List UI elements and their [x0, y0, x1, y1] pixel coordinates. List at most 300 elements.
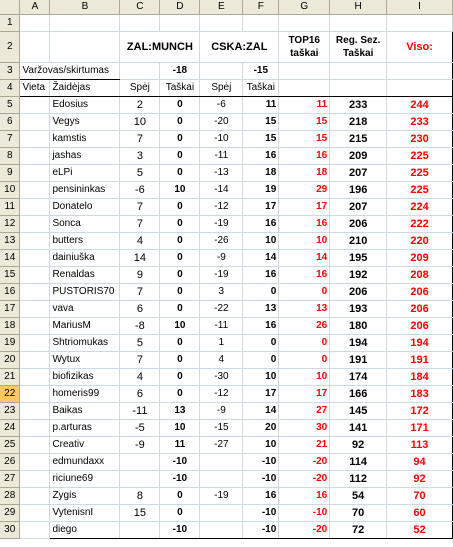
top16-points[interactable]: 18	[279, 164, 330, 181]
cell[interactable]	[20, 487, 50, 504]
total-points[interactable]: 225	[387, 181, 453, 198]
total-points[interactable]: 230	[387, 130, 453, 147]
cell[interactable]	[387, 62, 453, 79]
points-cska-zal[interactable]: 10	[243, 436, 279, 453]
player-name[interactable]: eLPi	[50, 164, 120, 181]
cell[interactable]	[20, 147, 50, 164]
player-name[interactable]: edmundaxx	[50, 453, 120, 470]
total-points[interactable]: 209	[387, 249, 453, 266]
reg-season-points[interactable]: 195	[330, 249, 387, 266]
points-cska-zal[interactable]: 16	[243, 266, 279, 283]
total-points[interactable]: 233	[387, 113, 453, 130]
points-zal-munich[interactable]: 0	[160, 504, 200, 521]
guess-zal-munich[interactable]: 14	[120, 249, 160, 266]
reg-season-points[interactable]: 207	[330, 198, 387, 215]
cell[interactable]	[20, 14, 50, 31]
guess-zal-munich[interactable]: 5	[120, 164, 160, 181]
guess-zal-munich[interactable]: 7	[120, 198, 160, 215]
cell[interactable]	[20, 164, 50, 181]
guess-zal-munich[interactable]: 7	[120, 215, 160, 232]
points-cska-zal[interactable]: 0	[243, 283, 279, 300]
points-zal-munich[interactable]: 0	[160, 215, 200, 232]
cell[interactable]	[387, 14, 453, 31]
player-name[interactable]: dainiuška	[50, 249, 120, 266]
column-header-h[interactable]: H	[330, 0, 387, 14]
points-cska-zal[interactable]: 14	[243, 402, 279, 419]
cell[interactable]	[387, 79, 453, 96]
guess-zal-munich[interactable]: 5	[120, 334, 160, 351]
column-header-a[interactable]: A	[20, 0, 50, 14]
points-zal-munich[interactable]: 10	[160, 419, 200, 436]
points-zal-munich[interactable]: 10	[160, 181, 200, 198]
reg-season-points[interactable]: 70	[330, 504, 387, 521]
guess-cska-zal[interactable]: -12	[200, 385, 243, 402]
player-name[interactable]: Zygis	[50, 487, 120, 504]
opponent-diff-label[interactable]: Varžovas/skirtumas	[20, 62, 120, 79]
guess-cska-zal[interactable]: -30	[200, 368, 243, 385]
zal-munich-diff[interactable]: -18	[160, 62, 200, 79]
cell[interactable]	[279, 62, 330, 79]
points-cska-zal[interactable]: 16	[243, 215, 279, 232]
row-header[interactable]: 18	[0, 317, 20, 334]
row-header[interactable]: 6	[0, 113, 20, 130]
guess-cska-zal[interactable]: -20	[200, 113, 243, 130]
row-header[interactable]: 26	[0, 453, 20, 470]
total-points[interactable]: 52	[387, 521, 453, 538]
player-name[interactable]: vava	[50, 300, 120, 317]
guess-zal-munich[interactable]: 8	[120, 487, 160, 504]
row-header[interactable]: 30	[0, 521, 20, 538]
cell[interactable]	[120, 14, 160, 31]
points-cska-zal[interactable]: 0	[243, 351, 279, 368]
reg-season-points[interactable]: 233	[330, 96, 387, 113]
row-header[interactable]: 12	[0, 215, 20, 232]
top16-points[interactable]: 17	[279, 385, 330, 402]
top16-points[interactable]: -20	[279, 470, 330, 487]
row-header[interactable]: 19	[0, 334, 20, 351]
guess-cska-zal[interactable]: -11	[200, 147, 243, 164]
guess-zal-munich[interactable]: 2	[120, 96, 160, 113]
reg-season-points[interactable]: 210	[330, 232, 387, 249]
row-header[interactable]: 21	[0, 368, 20, 385]
points-cska-zal[interactable]: -10	[243, 470, 279, 487]
top16-points[interactable]: -20	[279, 453, 330, 470]
top16-points[interactable]: 30	[279, 419, 330, 436]
cell[interactable]	[279, 14, 330, 31]
player-name[interactable]: riciune69	[50, 470, 120, 487]
cell[interactable]	[20, 385, 50, 402]
cell[interactable]	[20, 470, 50, 487]
total-points[interactable]: 244	[387, 96, 453, 113]
guess-cska-zal[interactable]: -9	[200, 249, 243, 266]
player-name[interactable]: pensininkas	[50, 181, 120, 198]
guess-header-1[interactable]: Spėj	[120, 79, 160, 96]
points-zal-munich[interactable]: -10	[160, 521, 200, 538]
column-header-g[interactable]: G	[279, 0, 330, 14]
row-header[interactable]: 9	[0, 164, 20, 181]
points-zal-munich[interactable]: 0	[160, 487, 200, 504]
player-name[interactable]: homeris99	[50, 385, 120, 402]
row-header[interactable]: 27	[0, 470, 20, 487]
points-zal-munich[interactable]: 0	[160, 96, 200, 113]
row-header[interactable]: 11	[0, 198, 20, 215]
cell[interactable]	[200, 62, 243, 79]
player-name[interactable]: Sonca	[50, 215, 120, 232]
row-header[interactable]: 16	[0, 283, 20, 300]
cell[interactable]	[20, 419, 50, 436]
points-cska-zal[interactable]: 16	[243, 317, 279, 334]
top16-points[interactable]: 0	[279, 334, 330, 351]
player-name[interactable]: Creativ	[50, 436, 120, 453]
guess-cska-zal[interactable]: -27	[200, 436, 243, 453]
column-header-d[interactable]: D	[160, 0, 200, 14]
points-zal-munich[interactable]: 0	[160, 385, 200, 402]
cell[interactable]	[330, 79, 387, 96]
reg-season-points[interactable]: 72	[330, 521, 387, 538]
points-zal-munich[interactable]: 0	[160, 198, 200, 215]
points-header-1[interactable]: Taškai	[160, 79, 200, 96]
column-header-c[interactable]: C	[120, 0, 160, 14]
header-reg-sez[interactable]: Reg. Sez. Taškai	[330, 31, 387, 62]
total-points[interactable]: 220	[387, 232, 453, 249]
player-name[interactable]: Vegys	[50, 113, 120, 130]
points-cska-zal[interactable]: 16	[243, 147, 279, 164]
guess-zal-munich[interactable]: -8	[120, 317, 160, 334]
row-header[interactable]: 4	[0, 79, 20, 96]
points-cska-zal[interactable]: -10	[243, 521, 279, 538]
row-header[interactable]: 3	[0, 62, 20, 79]
points-zal-munich[interactable]: 0	[160, 266, 200, 283]
cell[interactable]	[20, 334, 50, 351]
player-name[interactable]: VytenisnI	[50, 504, 120, 521]
guess-cska-zal[interactable]: -15	[200, 419, 243, 436]
total-points[interactable]: 225	[387, 147, 453, 164]
guess-cska-zal[interactable]: 4	[200, 351, 243, 368]
top16-points[interactable]: 16	[279, 487, 330, 504]
points-cska-zal[interactable]: 17	[243, 385, 279, 402]
cell[interactable]	[330, 62, 387, 79]
guess-cska-zal[interactable]	[200, 470, 243, 487]
total-points[interactable]: 113	[387, 436, 453, 453]
reg-season-points[interactable]: 206	[330, 283, 387, 300]
row-header[interactable]: 14	[0, 249, 20, 266]
reg-season-points[interactable]: 174	[330, 368, 387, 385]
cska-zal-diff[interactable]: -15	[243, 62, 279, 79]
points-zal-munich[interactable]: 11	[160, 436, 200, 453]
points-zal-munich[interactable]: 0	[160, 249, 200, 266]
guess-zal-munich[interactable]: 4	[120, 368, 160, 385]
points-zal-munich[interactable]: 13	[160, 402, 200, 419]
cell[interactable]	[20, 266, 50, 283]
cell[interactable]	[200, 14, 243, 31]
total-points[interactable]: 70	[387, 487, 453, 504]
points-cska-zal[interactable]: 11	[243, 96, 279, 113]
cell[interactable]	[20, 283, 50, 300]
top16-points[interactable]: 16	[279, 215, 330, 232]
top16-points[interactable]: 13	[279, 300, 330, 317]
cell[interactable]	[20, 130, 50, 147]
cell[interactable]	[20, 453, 50, 470]
row-header[interactable]: 15	[0, 266, 20, 283]
row-header[interactable]: 20	[0, 351, 20, 368]
reg-season-points[interactable]: 218	[330, 113, 387, 130]
cell[interactable]	[20, 504, 50, 521]
total-points[interactable]: 92	[387, 470, 453, 487]
guess-zal-munich[interactable]: 6	[120, 300, 160, 317]
guess-zal-munich[interactable]: 7	[120, 283, 160, 300]
points-zal-munich[interactable]: 0	[160, 300, 200, 317]
total-points[interactable]: 206	[387, 300, 453, 317]
points-cska-zal[interactable]: 13	[243, 300, 279, 317]
top16-points[interactable]: 10	[279, 232, 330, 249]
cell[interactable]	[20, 113, 50, 130]
total-points[interactable]: 172	[387, 402, 453, 419]
points-cska-zal[interactable]: 15	[243, 113, 279, 130]
cell[interactable]	[20, 351, 50, 368]
player-name[interactable]: biofizikas	[50, 368, 120, 385]
total-points[interactable]: 171	[387, 419, 453, 436]
top16-points[interactable]: 17	[279, 198, 330, 215]
reg-season-points[interactable]: 166	[330, 385, 387, 402]
points-cska-zal[interactable]: 10	[243, 232, 279, 249]
points-cska-zal[interactable]: 15	[243, 130, 279, 147]
top16-points[interactable]: 16	[279, 266, 330, 283]
reg-season-points[interactable]: 194	[330, 334, 387, 351]
reg-season-points[interactable]: 215	[330, 130, 387, 147]
top16-points[interactable]: 10	[279, 368, 330, 385]
reg-season-points[interactable]: 114	[330, 453, 387, 470]
reg-season-points[interactable]: 192	[330, 266, 387, 283]
player-name[interactable]: jashas	[50, 147, 120, 164]
guess-zal-munich[interactable]	[120, 453, 160, 470]
reg-season-points[interactable]: 207	[330, 164, 387, 181]
top16-points[interactable]: -10	[279, 504, 330, 521]
player-name[interactable]: Donatelo	[50, 198, 120, 215]
cell[interactable]	[243, 14, 279, 31]
guess-cska-zal[interactable]	[200, 521, 243, 538]
guess-zal-munich[interactable]: 6	[120, 385, 160, 402]
reg-season-points[interactable]: 209	[330, 147, 387, 164]
cell[interactable]	[20, 249, 50, 266]
guess-zal-munich[interactable]: -11	[120, 402, 160, 419]
reg-season-points[interactable]: 196	[330, 181, 387, 198]
top16-points[interactable]: 15	[279, 130, 330, 147]
total-points[interactable]: 191	[387, 351, 453, 368]
points-zal-munich[interactable]: 0	[160, 232, 200, 249]
row-header[interactable]: 28	[0, 487, 20, 504]
player-name[interactable]: kamstis	[50, 130, 120, 147]
points-zal-munich[interactable]: 0	[160, 164, 200, 181]
guess-cska-zal[interactable]: -13	[200, 164, 243, 181]
cell[interactable]	[120, 62, 160, 79]
guess-zal-munich[interactable]: -5	[120, 419, 160, 436]
points-zal-munich[interactable]: 0	[160, 351, 200, 368]
points-zal-munich[interactable]: 0	[160, 130, 200, 147]
reg-season-points[interactable]: 180	[330, 317, 387, 334]
total-points[interactable]: 222	[387, 215, 453, 232]
player-name[interactable]: Renaldas	[50, 266, 120, 283]
header-top16[interactable]: TOP16 taškai	[279, 31, 330, 62]
top16-points[interactable]: 27	[279, 402, 330, 419]
player-name[interactable]: Baikas	[50, 402, 120, 419]
points-header-2[interactable]: Taškai	[243, 79, 279, 96]
top16-points[interactable]: 16	[279, 147, 330, 164]
row-header[interactable]: 10	[0, 181, 20, 198]
row-header[interactable]: 5	[0, 96, 20, 113]
cell[interactable]	[20, 215, 50, 232]
player-name[interactable]: butters	[50, 232, 120, 249]
points-zal-munich[interactable]: 0	[160, 113, 200, 130]
points-cska-zal[interactable]: 19	[243, 181, 279, 198]
guess-header-2[interactable]: Spėj	[200, 79, 243, 96]
row-header[interactable]: 23	[0, 402, 20, 419]
total-points[interactable]: 60	[387, 504, 453, 521]
total-points[interactable]: 183	[387, 385, 453, 402]
player-name[interactable]: p.arturas	[50, 419, 120, 436]
points-cska-zal[interactable]: 14	[243, 249, 279, 266]
guess-cska-zal[interactable]: -22	[200, 300, 243, 317]
row-header[interactable]: 7	[0, 130, 20, 147]
points-cska-zal[interactable]: 10	[243, 368, 279, 385]
row-header[interactable]: 13	[0, 232, 20, 249]
guess-cska-zal[interactable]: -19	[200, 266, 243, 283]
reg-season-points[interactable]: 206	[330, 215, 387, 232]
points-zal-munich[interactable]: 0	[160, 334, 200, 351]
points-zal-munich[interactable]: -10	[160, 470, 200, 487]
points-zal-munich[interactable]: 0	[160, 283, 200, 300]
guess-cska-zal[interactable]: -12	[200, 198, 243, 215]
cell[interactable]	[20, 96, 50, 113]
points-zal-munich[interactable]: 0	[160, 147, 200, 164]
row-header[interactable]: 8	[0, 147, 20, 164]
reg-season-points[interactable]: 54	[330, 487, 387, 504]
cell[interactable]	[50, 14, 120, 31]
top16-points[interactable]: 15	[279, 113, 330, 130]
top16-points[interactable]: 21	[279, 436, 330, 453]
header-cska-zal[interactable]: CSKA:ZAL	[200, 31, 279, 62]
player-header[interactable]: Žaidėjas	[50, 79, 120, 96]
top16-points[interactable]: 14	[279, 249, 330, 266]
column-header-i[interactable]: I	[387, 0, 453, 14]
guess-zal-munich[interactable]	[120, 470, 160, 487]
guess-cska-zal[interactable]: -26	[200, 232, 243, 249]
guess-zal-munich[interactable]: 15	[120, 504, 160, 521]
player-name[interactable]: PUSTORIS70	[50, 283, 120, 300]
top16-points[interactable]: 0	[279, 351, 330, 368]
reg-season-points[interactable]: 191	[330, 351, 387, 368]
cell[interactable]	[20, 368, 50, 385]
guess-cska-zal[interactable]: 1	[200, 334, 243, 351]
player-name[interactable]: diego	[50, 521, 120, 538]
guess-zal-munich[interactable]: 10	[120, 113, 160, 130]
cell[interactable]	[20, 31, 50, 62]
top16-points[interactable]: 0	[279, 283, 330, 300]
total-points[interactable]: 206	[387, 283, 453, 300]
points-zal-munich[interactable]: -10	[160, 453, 200, 470]
column-header-f[interactable]: F	[243, 0, 279, 14]
guess-cska-zal[interactable]: 3	[200, 283, 243, 300]
cell[interactable]	[20, 181, 50, 198]
player-name[interactable]: Wytux	[50, 351, 120, 368]
row-header[interactable]: 24	[0, 419, 20, 436]
cell[interactable]	[20, 198, 50, 215]
points-zal-munich[interactable]: 0	[160, 368, 200, 385]
points-cska-zal[interactable]: -10	[243, 453, 279, 470]
guess-cska-zal[interactable]: -14	[200, 181, 243, 198]
points-cska-zal[interactable]: 0	[243, 334, 279, 351]
cell[interactable]	[160, 14, 200, 31]
reg-season-points[interactable]: 92	[330, 436, 387, 453]
guess-cska-zal[interactable]: -10	[200, 130, 243, 147]
guess-zal-munich[interactable]: 3	[120, 147, 160, 164]
top16-points[interactable]: 29	[279, 181, 330, 198]
total-points[interactable]: 206	[387, 317, 453, 334]
cell[interactable]	[20, 232, 50, 249]
cell[interactable]	[20, 300, 50, 317]
total-points[interactable]: 194	[387, 334, 453, 351]
player-name[interactable]: MariusM	[50, 317, 120, 334]
reg-season-points[interactable]: 145	[330, 402, 387, 419]
guess-zal-munich[interactable]	[120, 521, 160, 538]
guess-cska-zal[interactable]: -19	[200, 487, 243, 504]
guess-zal-munich[interactable]: 7	[120, 351, 160, 368]
total-points[interactable]: 224	[387, 198, 453, 215]
reg-season-points[interactable]: 193	[330, 300, 387, 317]
points-cska-zal[interactable]: 17	[243, 198, 279, 215]
guess-cska-zal[interactable]: -9	[200, 402, 243, 419]
guess-zal-munich[interactable]: -9	[120, 436, 160, 453]
guess-cska-zal[interactable]: -19	[200, 215, 243, 232]
row-header[interactable]: 17	[0, 300, 20, 317]
cell[interactable]	[20, 317, 50, 334]
guess-cska-zal[interactable]: -6	[200, 96, 243, 113]
guess-zal-munich[interactable]: 4	[120, 232, 160, 249]
vieta-header[interactable]: Vieta	[20, 79, 50, 96]
cell[interactable]	[20, 436, 50, 453]
guess-cska-zal[interactable]	[200, 504, 243, 521]
guess-zal-munich[interactable]: -6	[120, 181, 160, 198]
cell[interactable]	[20, 402, 50, 419]
column-header-e[interactable]: E	[200, 0, 243, 14]
select-all-corner[interactable]	[0, 0, 20, 14]
header-viso[interactable]: Viso:	[387, 31, 453, 62]
top16-points[interactable]: 26	[279, 317, 330, 334]
guess-cska-zal[interactable]: -11	[200, 317, 243, 334]
reg-season-points[interactable]: 141	[330, 419, 387, 436]
guess-zal-munich[interactable]: 9	[120, 266, 160, 283]
column-header-b[interactable]: B	[50, 0, 120, 14]
points-zal-munich[interactable]: 10	[160, 317, 200, 334]
reg-season-points[interactable]: 112	[330, 470, 387, 487]
points-cska-zal[interactable]: 20	[243, 419, 279, 436]
player-name[interactable]: Shtriomukas	[50, 334, 120, 351]
top16-points[interactable]: -20	[279, 521, 330, 538]
player-name[interactable]: Edosius	[50, 96, 120, 113]
total-points[interactable]: 184	[387, 368, 453, 385]
total-points[interactable]: 208	[387, 266, 453, 283]
row-header[interactable]: 22	[0, 385, 20, 402]
guess-zal-munich[interactable]: 7	[120, 130, 160, 147]
top16-points[interactable]: 11	[279, 96, 330, 113]
row-header[interactable]: 25	[0, 436, 20, 453]
row-header[interactable]: 2	[0, 31, 20, 62]
total-points[interactable]: 94	[387, 453, 453, 470]
points-cska-zal[interactable]: -10	[243, 504, 279, 521]
row-header[interactable]: 1	[0, 14, 20, 31]
cell[interactable]	[20, 521, 50, 538]
header-zal-munich[interactable]: ZAL:MUNCH	[120, 31, 200, 62]
row-header[interactable]: 29	[0, 504, 20, 521]
